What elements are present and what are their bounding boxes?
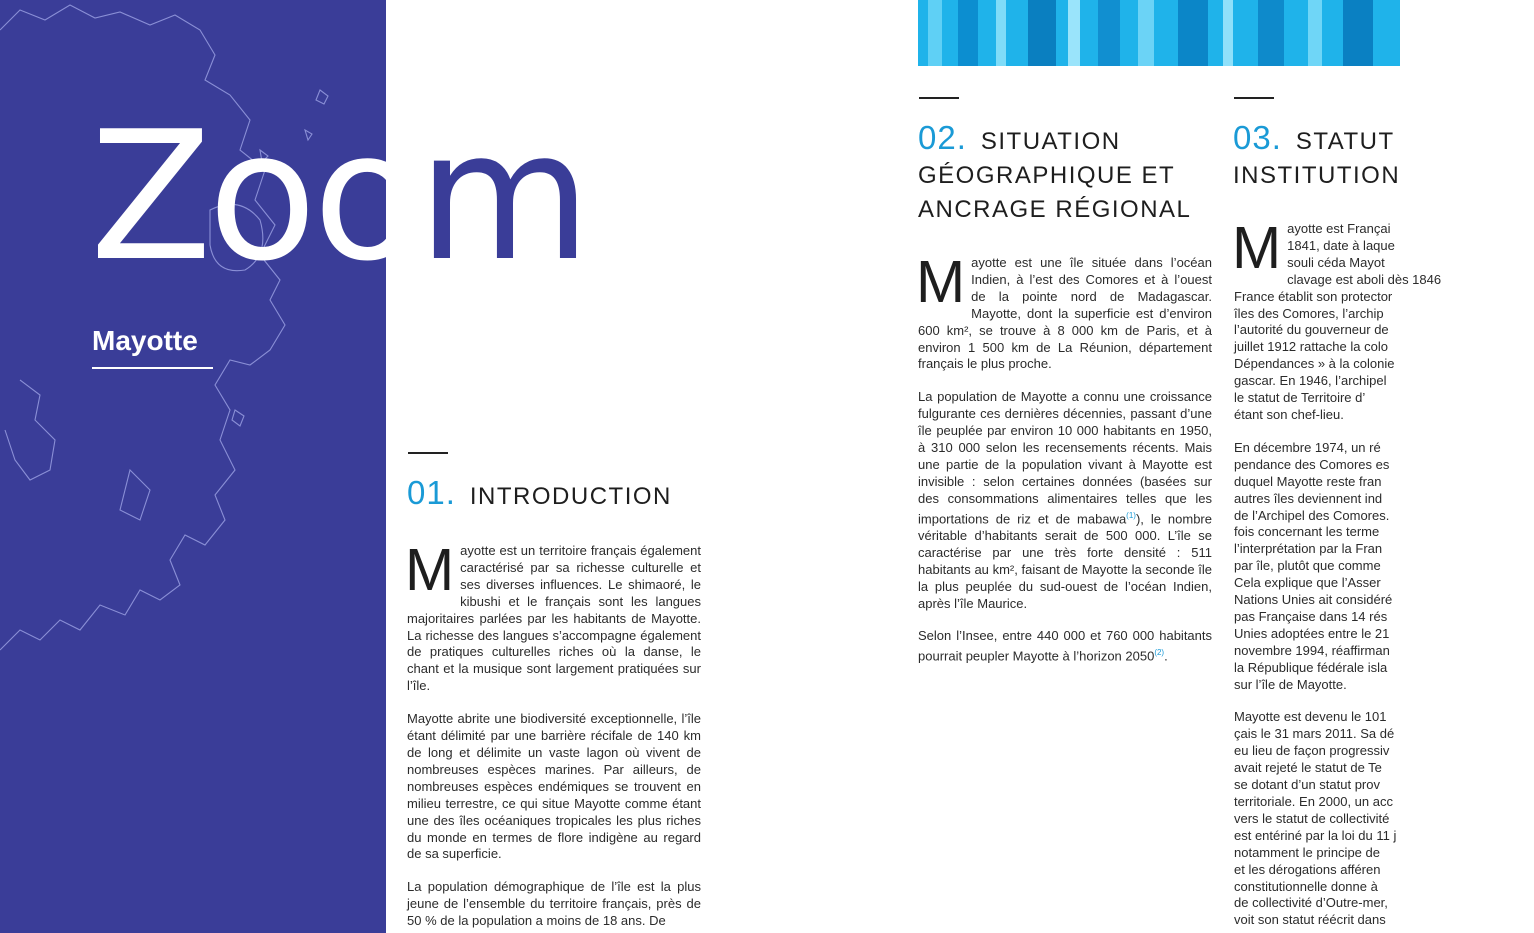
- subtitle-underline: [92, 367, 213, 369]
- photo-texture: [918, 0, 1400, 66]
- section-02-paragraph: [918, 628, 1212, 665]
- text-line: l’interprétation par la Fran: [1234, 541, 1383, 557]
- section-03-body: [1232, 215, 1442, 933]
- section-01-rule: [408, 452, 448, 454]
- section-03-number: 03.: [1233, 119, 1282, 156]
- text-line: voit son statut réécrit dans: [1234, 912, 1386, 928]
- text-line: Cela explique que l’Asser: [1234, 575, 1381, 591]
- section-02-number: 02.: [918, 119, 967, 156]
- text-line: gascar. En 1946, l’archipel: [1234, 373, 1387, 389]
- paragraph-text: La population de Mayotte a connu une croissance fulgurante ces dernières décennies, passant d’une île peuplée par environ 10 000 habitants en 1950, à 310 000 selon les recensements récents. Mais une partie de la population vivant à Mayotte est invisible : selon certaines données (basées sur des consommations alimentaires telles que les importations de riz et de mabawa: [918, 389, 1212, 527]
- text-line: Nations Unies ait considéré: [1234, 592, 1393, 608]
- text-line: 1841, date à laque: [1287, 237, 1395, 253]
- text-line: par île, plutôt que comme: [1234, 558, 1381, 574]
- people-photo-icon: [918, 0, 1400, 66]
- footnote-ref[interactable]: (2): [1154, 648, 1165, 658]
- text-line: autres îles deviennent ind: [1234, 490, 1383, 506]
- text-line: pas Française dans 14 rés: [1234, 608, 1388, 624]
- section-03-paragraph: [1234, 709, 1534, 929]
- hero-title-white: Zoo: [90, 93, 418, 300]
- footnote-ref[interactable]: (1): [1126, 510, 1136, 520]
- drop-cap: M: [1232, 215, 1282, 281]
- section-03-heading-line: INSTITUTION: [1233, 162, 1401, 189]
- hero-subtitle: Mayotte: [92, 325, 198, 356]
- section-03-heading-line: STATUT: [1295, 128, 1395, 155]
- section-03-title-clip: [1233, 121, 1400, 201]
- text-line: vers le statut de collectivité: [1234, 810, 1390, 826]
- text-line: pendance des Comores es: [1234, 456, 1390, 472]
- text-line: sur l’île de Mayotte.: [1234, 676, 1347, 692]
- text-line: se dotant d’un statut prov: [1234, 777, 1380, 793]
- text-line: constitutionnelle donne à: [1234, 878, 1378, 894]
- section-02-paragraph: [916, 249, 1212, 373]
- hero-title-blue: m: [417, 93, 588, 300]
- text-line: En décembre 1974, un ré: [1234, 439, 1381, 455]
- section-01-paragraph: Mayotte abrite une biodiversité exceptionnelle, l’île étant délimité par une barrière récifale de 140 km de long et délimite un vaste lagon où vivent de nombreuses espèces marines. Par ailleurs, de nombreuses espèces endémiques se trouvent en milieu terrestre, ce qui situe Mayotte comme étant une des îles océaniques tropicales les plus riches du monde en termes de flore indigène au regard de sa superficie.: [407, 711, 701, 862]
- text-line: fois concernant les terme: [1234, 524, 1380, 540]
- section-03-rule: [1234, 97, 1274, 99]
- section-02-heading-line: ANCRAGE RÉGIONAL: [918, 196, 1192, 223]
- text-line: la République fédérale isla: [1234, 659, 1388, 675]
- section-01-paragraph: [405, 537, 701, 695]
- section-01-number: 01.: [407, 474, 456, 511]
- section-01-title: [407, 476, 672, 514]
- text-line: duquel Mayotte reste fran: [1234, 473, 1382, 489]
- text-line: Mayotte est devenu le 101: [1234, 709, 1387, 725]
- text-line: Dépendances » à la colonie: [1234, 356, 1395, 372]
- text-line: novembre 1994, réaffirman: [1234, 642, 1390, 658]
- section-03-paragraph: [1234, 440, 1534, 694]
- drop-cap: M: [405, 537, 455, 603]
- text-line: est entériné par la loi du 11 j: [1234, 827, 1397, 843]
- paragraph-text: ayotte est une île située dans l’océan Indien, à l’est des Comores et à l’ouest de la pointe nord de Madagascar. Mayotte, dont la superficie est d’environ 600 km², se trouve à 8 000 km de Paris, et à environ 1 500 km de La Réunion, département français le plus proche.: [918, 255, 1212, 372]
- text-line: et les dérogations afféren: [1234, 861, 1381, 877]
- section-01-paragraph: La population démographique de l’île est la plus jeune de l’ensemble du territoire français, près de 50 % de la population a moins de 18 ans. De: [407, 879, 701, 929]
- section-02-body: [916, 249, 1212, 682]
- text-line: de collectivité d’Outre-mer,: [1234, 895, 1388, 911]
- text-line: çais le 31 mars 2011. Sa dé: [1234, 726, 1395, 742]
- section-03-title: [1233, 121, 1400, 193]
- text-line: Unies adoptées entre le 21: [1234, 625, 1390, 641]
- text-line: souli céda Mayot: [1287, 254, 1385, 270]
- drop-cap: M: [916, 249, 966, 315]
- section-01-heading: INTRODUCTION: [469, 483, 672, 510]
- text-line: étant son chef-lieu.: [1234, 406, 1344, 422]
- section-03-column: [1232, 215, 1534, 929]
- section-01-body: [405, 537, 701, 933]
- text-line: de l’Archipel des Comores.: [1234, 507, 1390, 523]
- text-line: avait rejeté le statut de Te: [1234, 760, 1382, 776]
- section-02-heading-line: GÉOGRAPHIQUE ET: [918, 162, 1176, 189]
- paragraph-text: Selon l’Insee, entre 440 000 et 760 000 habitants pourrait peupler Mayotte à l’horizon 2050: [918, 628, 1212, 664]
- paragraph-text: .: [1164, 648, 1168, 664]
- text-line: ayotte est Françai: [1287, 221, 1391, 236]
- text-line: le statut de Territoire d’: [1234, 390, 1366, 406]
- text-line: juillet 1912 rattache la colo: [1234, 339, 1388, 355]
- hero-title: [90, 93, 588, 300]
- text-line: notamment le principe de: [1234, 844, 1380, 860]
- text-line: eu lieu de façon progressiv: [1234, 743, 1390, 759]
- text-line: îles des Comores, l’archip: [1234, 305, 1384, 321]
- section-02-heading-line: SITUATION: [980, 128, 1121, 155]
- section-02-title: [918, 121, 1191, 227]
- section-02-rule: [919, 97, 959, 99]
- section-02-paragraph: [918, 389, 1212, 612]
- paragraph-text: ayotte est un territoire français également caractérisé par sa richesse culturelle et ses diverses influences. Le shimaoré, le kibushi et le français sont les langues majoritaires parlées par les habitants de Mayotte. La richesse des langues s’accompagne également de pratiques culturelles riches où la danse, le chant et la musique sont largement pratiquées sur l’île.: [407, 543, 701, 694]
- text-line: l’autorité du gouverneur de: [1234, 322, 1389, 338]
- text-line: France établit son protector: [1234, 288, 1393, 304]
- paragraph-text: ), le nombre véritable d’habitants serait de 500 000. L’île se caractérise par une très forte densité : 511 habitants au km², faisant de Mayotte la seconde île la plus peuplée du sud-ouest de l’océan Indien, après l’île Maurice.: [918, 511, 1212, 611]
- text-line: territoriale. En 2000, un acc: [1234, 794, 1393, 809]
- text-line: clavage est aboli dès 1846: [1287, 271, 1442, 287]
